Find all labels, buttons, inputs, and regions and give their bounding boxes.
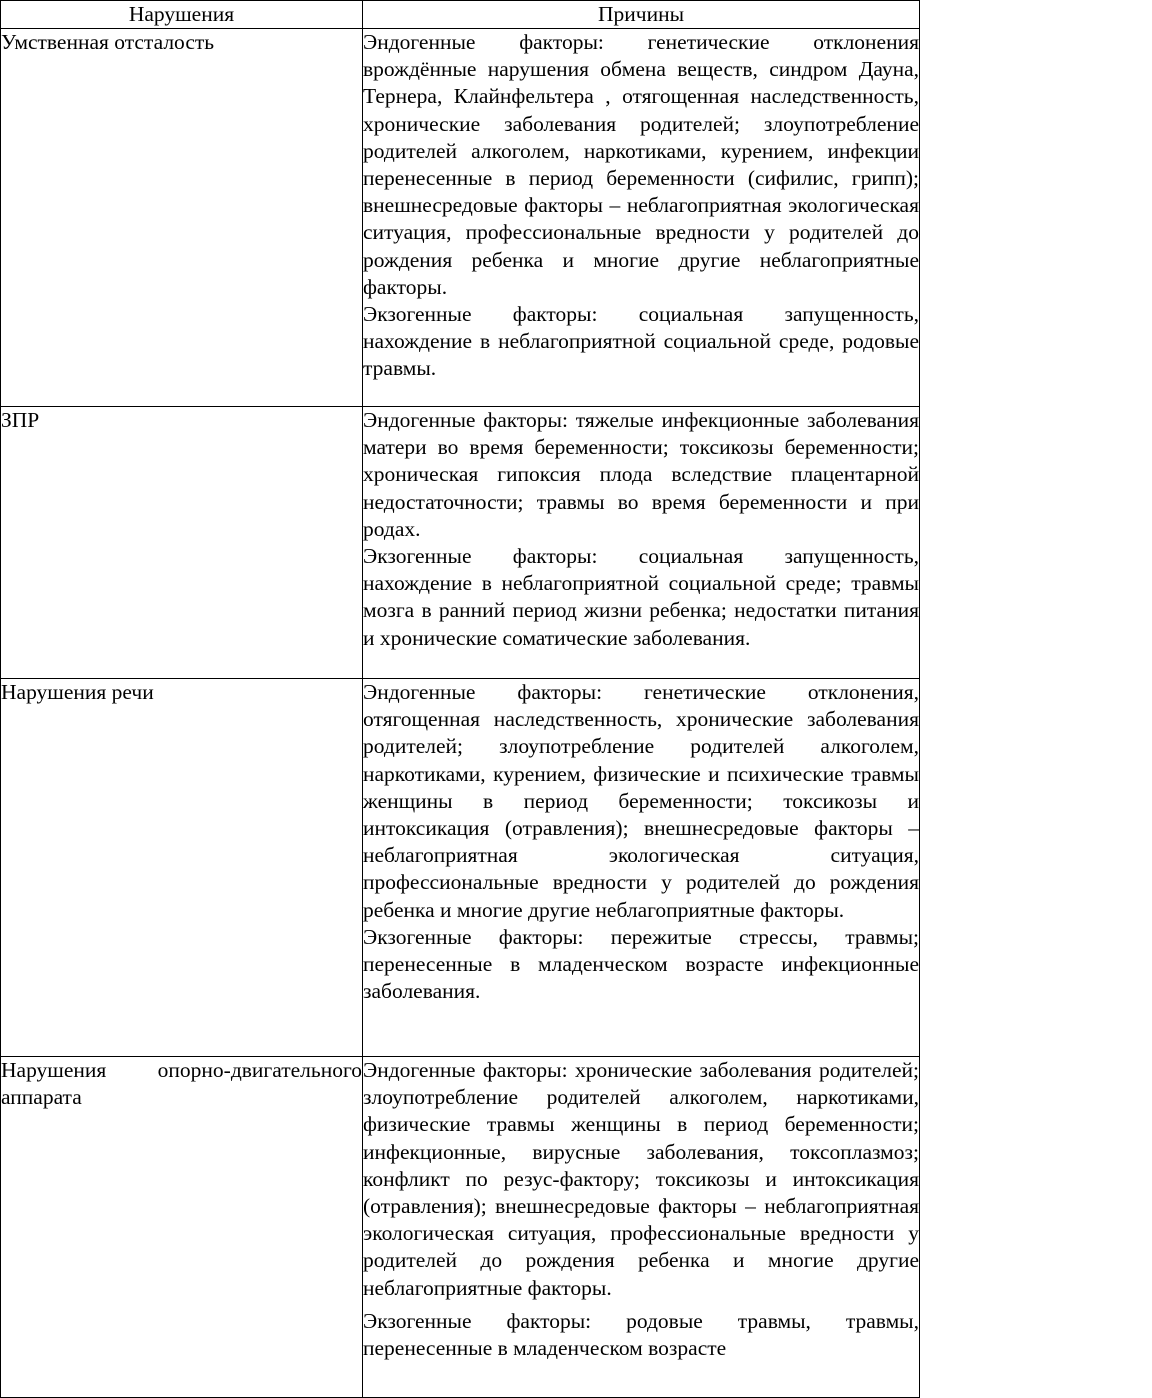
endogenous-factors: Эндогенные факторы: генетические отклонения врождённые нарушения обмена веществ, синдром Дауна, Тернера, Клайнфельтера , отягощенная наследственность, хронические заболевания родителей; злоупотребление родителей алкоголем, наркотиками, курением, инфекции перенесенные в период беременности (сифилис, грипп); внешнесредовые факторы – неблагоприятная экологическая ситуация, профессиональные вредности у родителей до рождения ребенка и многие другие неблагоприятные факторы. xyxy=(363,30,919,299)
exogenous-factors: Экзогенные факторы: социальная запущенность, нахождение в неблагоприятной социальной среде; травмы мозга в ранний период жизни ребенка; недостатки питания и хронические соматические заболевания. xyxy=(363,544,919,650)
endogenous-factors: Эндогенные факторы: генетические отклонения, отягощенная наследственность, хронические заболевания родителей; злоупотребление родителей алкоголем, наркотиками, курением, физические и психические травмы женщины в период беременности; токсикозы и интоксикация (отравления); внешнесредовые факторы – неблагоприятная экологическая ситуация, профессиональные вредности у родителей до рождения ребенка и многие другие неблагоприятные факторы. xyxy=(363,680,919,922)
exogenous-factors: Экзогенные факторы: родовые травмы, травмы, перенесенные в младенческом возрасте xyxy=(363,1308,919,1361)
endogenous-factors: Эндогенные факторы: тяжелые инфекционные заболевания матери во время беременности; токсикозы беременности; хроническая гипоксия плода вследствие плацентарной недостаточности; травмы во время беременности и при родах. xyxy=(363,408,919,541)
endogenous-factors: Эндогенные факторы: хронические заболевания родителей; злоупотребление родителей алкоголем, наркотиками, физические травмы женщины в период беременности; инфекционные, вирусные заболевания, токсоплазмоз; конфликт по резус-фактору; токсикозы и интоксикация (отравления); внешнесредовые факторы – неблагоприятная экологическая ситуация, профессиональные вредности у родителей до рождения ребенка и многие другие неблагоприятные факторы. xyxy=(363,1058,919,1300)
violation-name: Нарушения речи xyxy=(1,679,363,1057)
table-row xyxy=(1,407,920,679)
violation-name: Нарушения опорно-двигательного аппарата xyxy=(1,1057,363,1398)
violation-name: Умственная отсталость xyxy=(1,29,363,407)
table-row xyxy=(1,1057,920,1398)
header-causes: Причины xyxy=(363,1,920,29)
table-row xyxy=(1,679,920,1057)
causes-cell xyxy=(363,1057,920,1398)
exogenous-factors: Экзогенные факторы: социальная запущенность, нахождение в неблагоприятной социальной среде, родовые травмы. xyxy=(363,302,919,381)
causes-cell xyxy=(363,407,920,679)
causes-cell xyxy=(363,679,920,1057)
header-violations: Нарушения xyxy=(1,1,363,29)
causes-cell xyxy=(363,29,920,407)
exogenous-factors: Экзогенные факторы: пережитые стрессы, травмы; перенесенные в младенческом возрасте инфекционные заболевания. xyxy=(363,924,919,1004)
table-row xyxy=(1,29,920,407)
header-row xyxy=(1,1,920,29)
violation-name: ЗПР xyxy=(1,407,363,679)
